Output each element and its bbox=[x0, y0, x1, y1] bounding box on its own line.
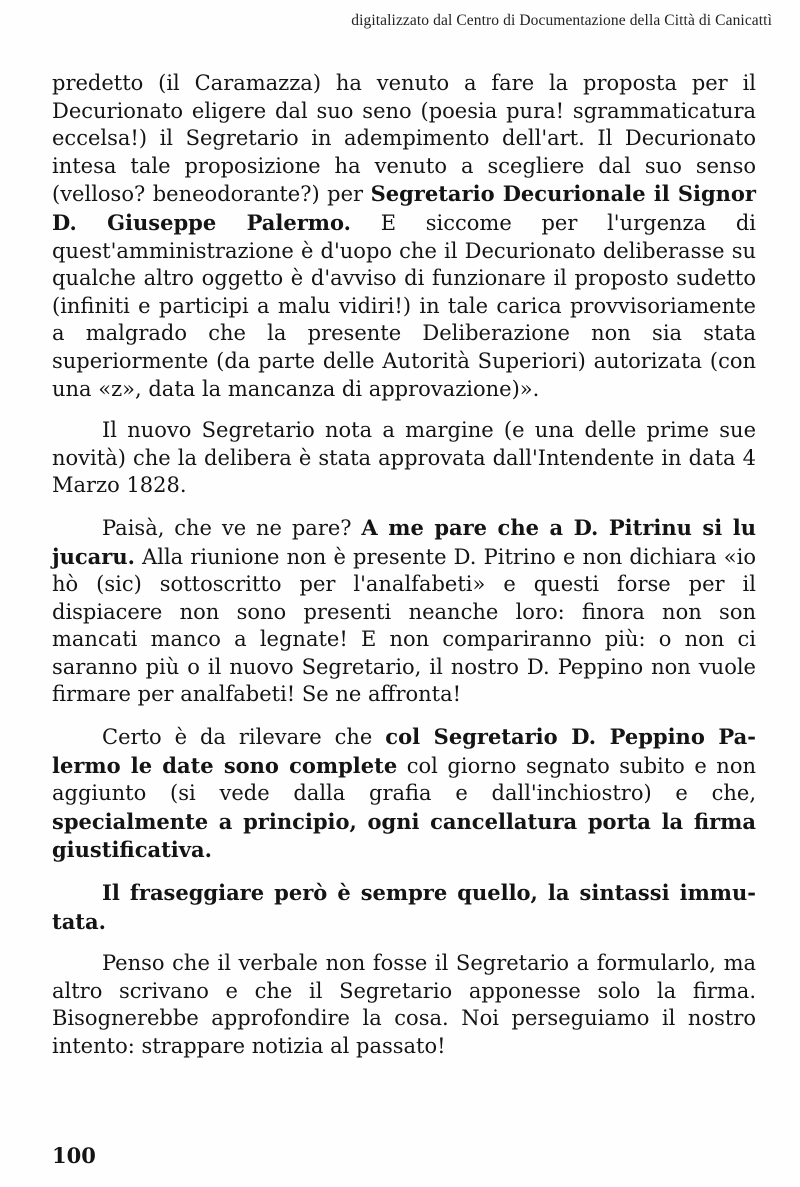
paragraph-2-text-a: Il nuovo Segretario nota a margine (e una delle prime sue novità) che la delibera è stata approvata dall'Intendente in data 4 Marzo 1828. bbox=[52, 418, 756, 498]
page-number: 100 bbox=[52, 1143, 96, 1168]
paragraph-4-bold-b: col Segretario D. Peppino Palermo le date sono complete bbox=[52, 724, 756, 778]
paragraph-3 bbox=[52, 514, 756, 709]
paragraph-4-text-c: col giorno segnato subito e non aggiunto (si vede dalla grafia e dall'inchiostro) e che, bbox=[52, 753, 757, 806]
paragraph-6-text-a: Penso che il verbale non fosse il Segretario a formularlo, ma altro scrivano e che il Segretario apponesse solo la firma. Bisognerebbe approfondire la cosa. Noi perseguiamo il nostro intento: strappare notizia al passato! bbox=[52, 951, 756, 1058]
digitization-header: digitalizzato dal Centro di Documentazione della Città di Canicattì bbox=[351, 12, 772, 29]
paragraph-3-text-c: Alla riunione non è presente D. Pitrino e non dichiara «io hò (sic) sottoscritto per l'analfabeti» e questi forse per il dispiacere non sono presenti neanche loro: finora non son mancati manco a legnate! E non compariranno più: o non ci saranno più o il nuovo Segretario, il nostro D. Peppino non vuole firmare per analfabeti! Se ne affronta! bbox=[52, 544, 756, 707]
paragraph-3-text-a: Paisà, che ve ne pare? bbox=[102, 515, 362, 540]
paragraph-1 bbox=[52, 70, 756, 403]
paragraph-4-bold-d: specialmente a principio, ogni cancellatura porta la firma giustificativa. bbox=[52, 808, 756, 863]
paragraph-4-text-a: Certo è da rilevare che bbox=[102, 725, 386, 750]
paragraph-1-bold-b: Segretario Decurionale il Signor D. Giuseppe Palermo. bbox=[52, 181, 756, 235]
paragraph-5-bold-b: Il fraseggiare però è sempre quello, la sintassi immutata. bbox=[52, 880, 756, 934]
paragraph-1-text-a: predetto (il Caramazza) ha venuto a fare la proposta per il Decurionato eligere dal suo seno (poesia pura! sgrammaticatura eccelsa!) il Segretario in adempimento dell'art. Il Decurionato intesa tale proposizione ha venuto a scegliere dal suo senso (velloso? beneodorante?) per bbox=[52, 71, 756, 207]
paragraph-4 bbox=[52, 723, 756, 865]
body-text bbox=[52, 70, 756, 1075]
paragraph-3-bold-b: A me pare che a D. Pitrinu si lu jucaru. bbox=[52, 514, 756, 569]
paragraph-1-text-c: E siccome per l'urgenza di quest'amministrazione è d'uopo che il Decurionato deliberasse su qualche altro oggetto è d'avviso di funzionare il proposto sudetto (infiniti e participi a malu vidiri!) in tale carica provvisoriamente a malgrado che la presente Deliberazione non sia stata superiormente (da parte delle Autorità Superiori) autorizata (con una «z», data la mancanza di approvazione)». bbox=[52, 210, 756, 401]
paragraph-2 bbox=[52, 417, 756, 500]
paragraph-5 bbox=[52, 879, 756, 936]
paragraph-6 bbox=[52, 950, 756, 1060]
